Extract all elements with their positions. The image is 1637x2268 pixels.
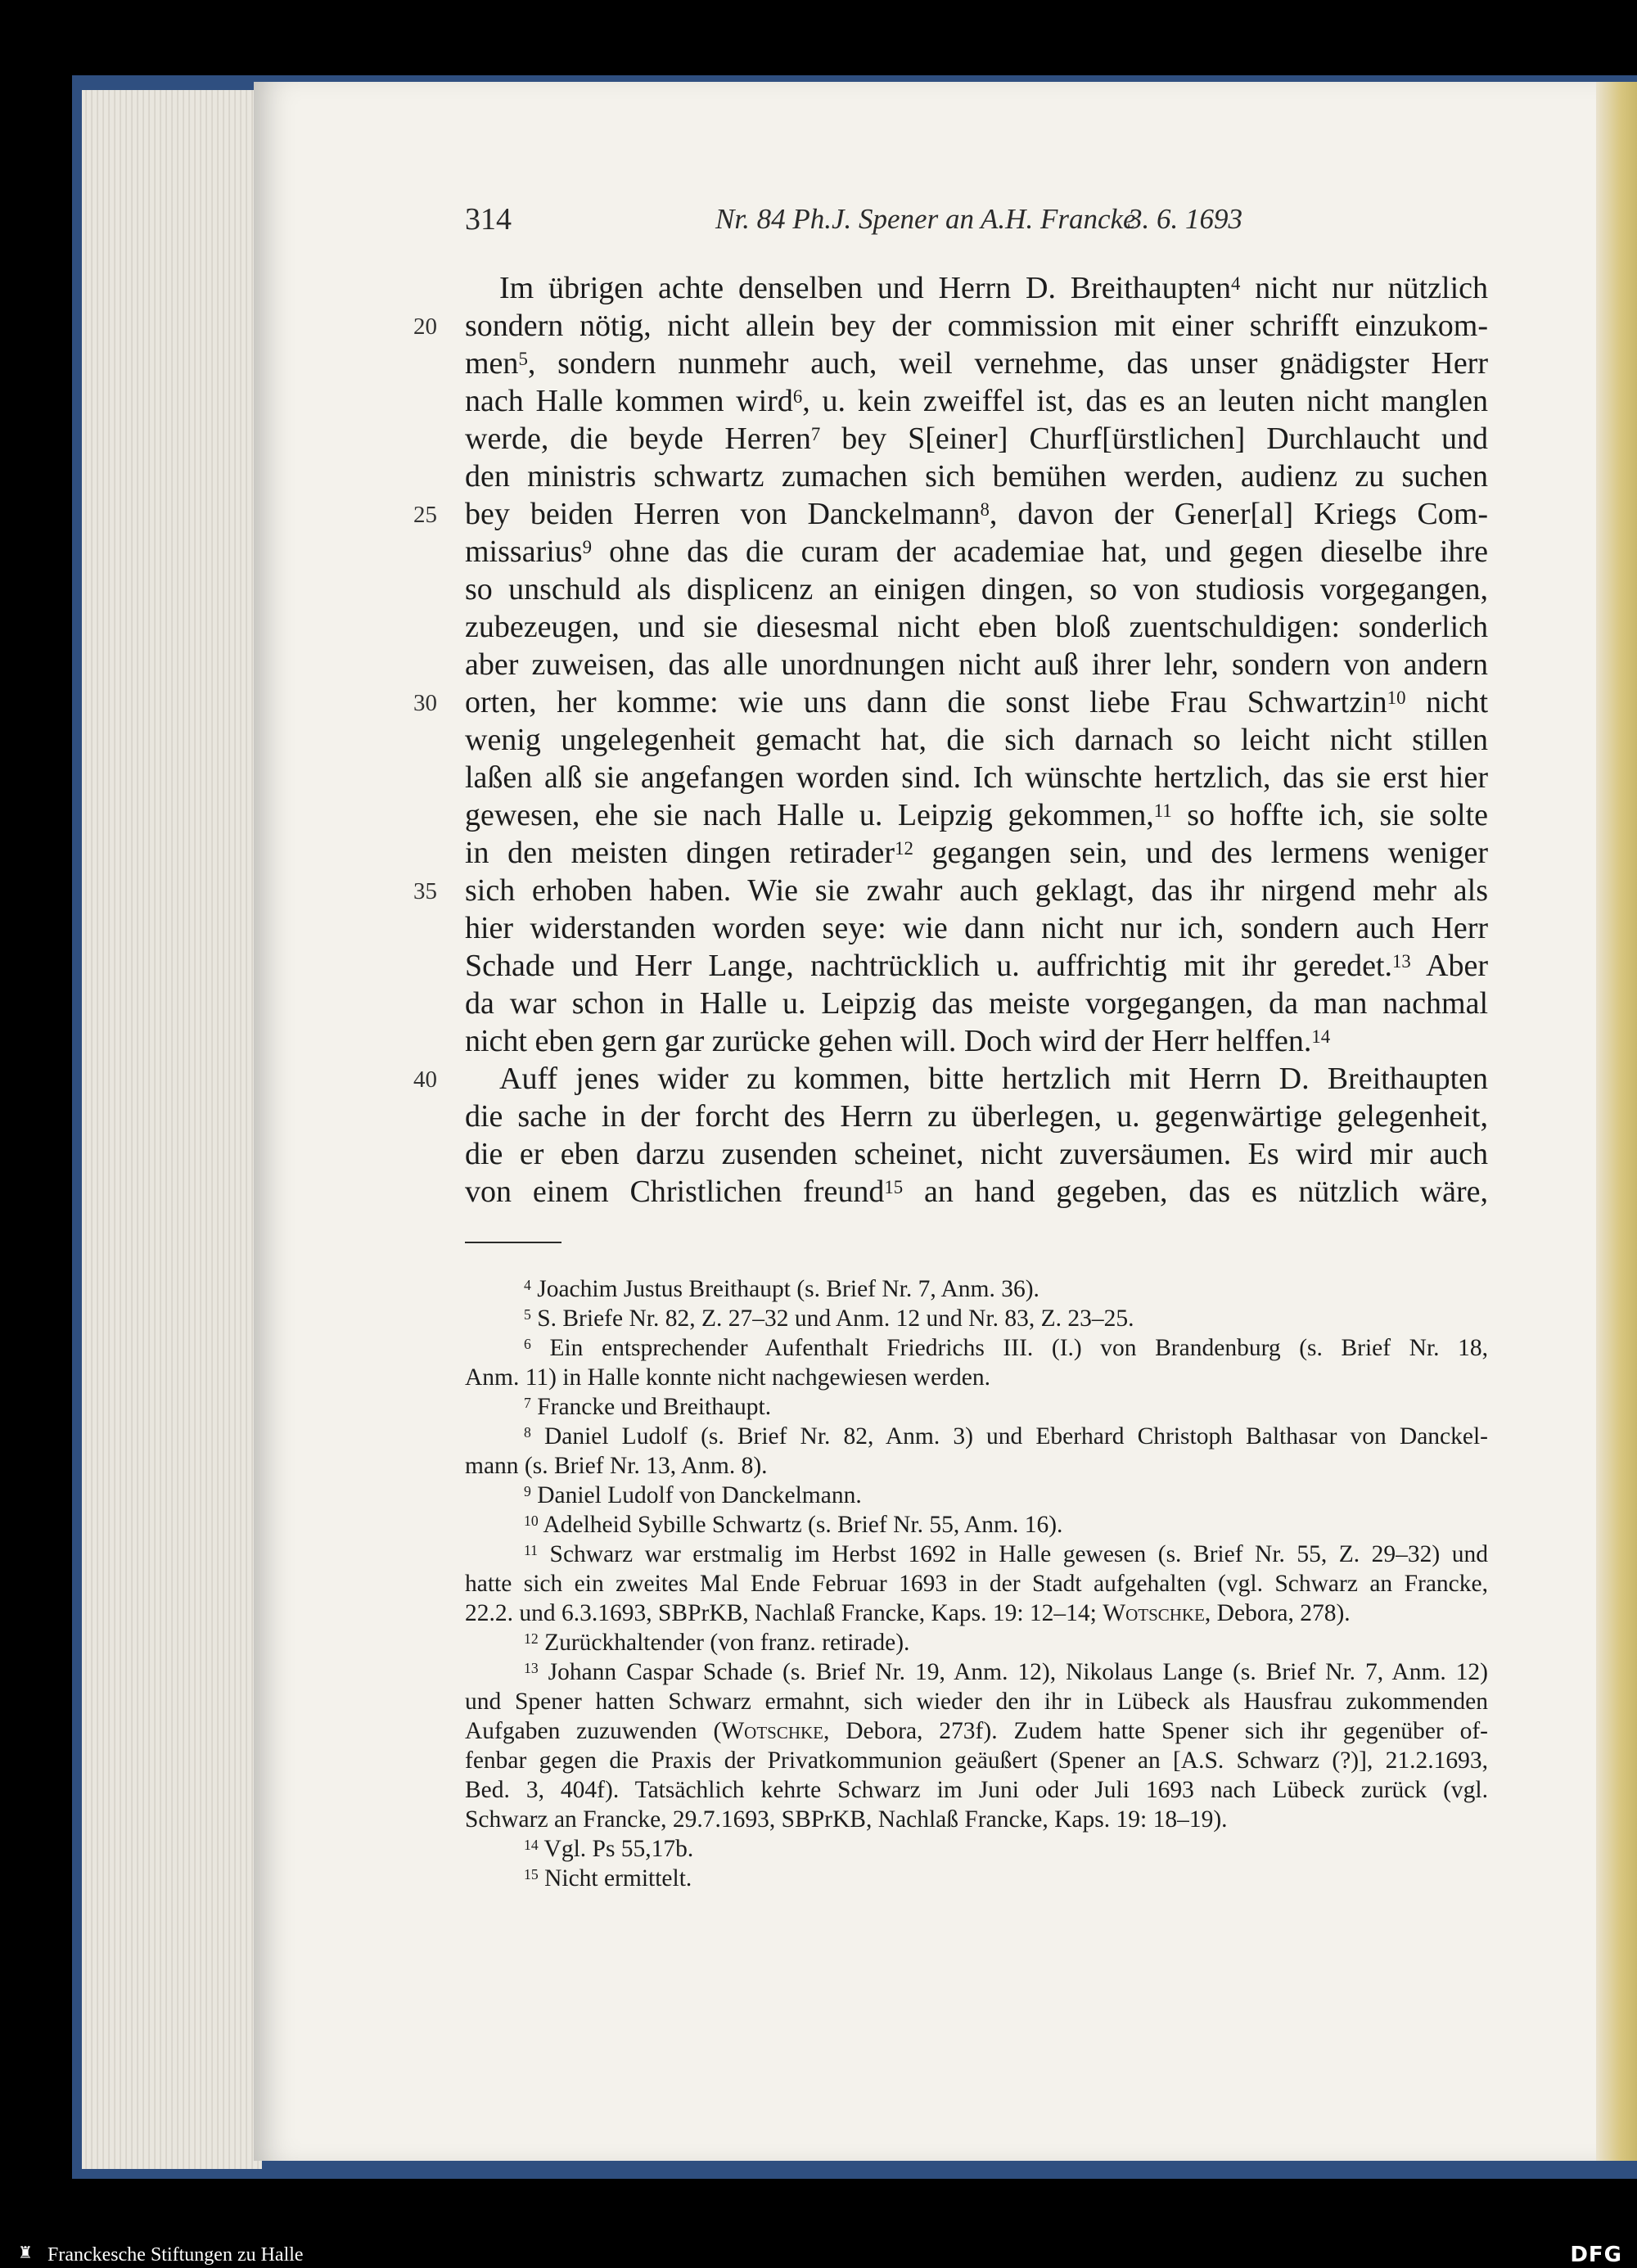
letter-date: 3. 6. 1693: [1128, 203, 1242, 235]
dfg-logo: DFG: [1570, 2243, 1622, 2267]
text-line: missarius$^9$ ohne das die curam der academiae hat, und gegen dieselbe ihre: [465, 534, 1488, 569]
line-number: 20: [413, 313, 437, 340]
footnote: fenbar gegen die Praxis der Privatkommunion geäußert (Spener an [A.S. Schwarz (?)], 21.2.1693,: [465, 1747, 1488, 1774]
line-number: 25: [413, 502, 437, 528]
right-page-edge: [1596, 82, 1637, 2161]
footnote: 22.2. und 6.3.1693, SBPrKB, Nachlaß Francke, Kaps. 19: 12–14; Wotschke, Debora, 278).: [465, 1600, 1351, 1626]
footnote: $^{14}$ Vgl. Ps 55,17b.: [524, 1836, 694, 1862]
footnote: $^9$ Daniel Ludolf von Danckelmann.: [524, 1482, 862, 1508]
footnote: $^7$ Francke und Breithaupt.: [524, 1394, 772, 1420]
text-line: so unschuld als displicenz an einigen dingen, so von studiosis vorgegangen,: [465, 572, 1488, 606]
footnote: $^{12}$ Zurückhaltender (von franz. retirade).: [524, 1630, 910, 1656]
running-header: [465, 201, 1242, 242]
text-line: Auff jenes wider zu kommen, bitte hertzlich mit Herrn D. Breithaupten: [499, 1062, 1488, 1096]
footnote: Aufgaben zuzuwenden (Wotschke, Debora, 273f). Zudem hatte Spener sich ihr gegenüber of-: [465, 1718, 1488, 1744]
text-line: den ministris schwartz zumachen sich bemühen werden, audienz zu suchen: [465, 459, 1488, 494]
text-line: men$^5$, sondern nunmehr auch, weil vernehme, das unser gnädigster Herr: [465, 346, 1488, 381]
text-line: von einem Christlichen freund$^{15}$ an hand gegeben, das es nützlich wäre,: [465, 1175, 1488, 1209]
text-line: nach Halle kommen wird$^6$, u. kein zweiffel ist, das es an leuten nicht manglen: [465, 384, 1488, 418]
footnote: mann (s. Brief Nr. 13, Anm. 8).: [465, 1453, 768, 1479]
text-line: laßen alß sie angefangen worden sind. Ich wünschte hertzlich, das sie erst hier: [465, 760, 1488, 795]
text-line: Schade und Herr Lange, nachtrücklich u. auffrichtig mit ihr geredet.$^{13}$ Aber: [465, 949, 1488, 983]
text-line: die sache in der forcht des Herrn zu überlegen, u. gegenwärtige gelegenheit,: [465, 1099, 1488, 1134]
text-line: sondern nötig, nicht allein bey der commission mit einer schrifft einzukom-: [465, 309, 1488, 343]
text-line: da war schon in Halle u. Leipzig das meiste vorgegangen, da man nachmal: [465, 986, 1488, 1021]
institution-logo-icon: ♜: [18, 2244, 33, 2262]
footnote: $^{15}$ Nicht ermittelt.: [524, 1865, 692, 1892]
footnote: Anm. 11) in Halle konnte nicht nachgewiesen werden.: [465, 1364, 990, 1391]
line-number: 30: [413, 690, 437, 716]
institution-name: Franckesche Stiftungen zu Halle: [47, 2244, 304, 2266]
text-line: aber zuweisen, das alle unordnungen nicht auß ihrer lehr, sondern von andern: [465, 647, 1488, 682]
text-line: die er eben darzu zusenden scheinet, nicht zuversäumen. Es wird mir auch: [465, 1137, 1488, 1171]
footnote: $^{13}$ Johann Caspar Schade (s. Brief Nr. 19, Anm. 12), Nikolaus Lange (s. Brief Nr. 7, Anm. 12): [524, 1659, 1488, 1685]
footnote: hatte sich ein zweites Mal Ende Februar 1693 in der Stadt aufgehalten (vgl. Schwarz an Francke,: [465, 1571, 1488, 1597]
text-line: in den meisten dingen retirader$^{12}$ gegangen sein, und des lermens weniger: [465, 836, 1488, 870]
text-line: wenig ungelegenheit gemacht hat, die sich darnach so leicht nicht stillen: [465, 723, 1488, 757]
text-line: sich erhoben haben. Wie sie zwahr auch geklagt, das ihr nirgend mehr als: [465, 873, 1488, 908]
text-line: Im übrigen achte denselben und Herrn D. Breithaupten$^4$ nicht nur nützlich: [499, 271, 1488, 305]
text-line: gewesen, ehe sie nach Halle u. Leipzig gekommen,$^{11}$ so hoffte ich, sie solte: [465, 798, 1488, 832]
text-line: orten, her komme: wie uns dann die sonst liebe Frau Schwartzin$^{10}$ nicht: [465, 685, 1488, 719]
footnote: $^5$ S. Briefe Nr. 82, Z. 27–32 und Anm. 12 und Nr. 83, Z. 23–25.: [524, 1305, 1134, 1332]
text-line: werde, die beyde Herren$^7$ bey S[einer] Churf[ürstlichen] Durchlaucht und: [465, 422, 1488, 456]
line-number: 35: [413, 878, 437, 904]
line-number: 40: [413, 1066, 437, 1093]
footnote: $^8$ Daniel Ludolf (s. Brief Nr. 82, Anm. 3) und Eberhard Christoph Balthasar von Danckel-: [524, 1423, 1488, 1450]
footnote: und Spener hatten Schwarz ermahnt, sich wieder den ihr in Lübeck als Hausfrau zukommenden: [465, 1689, 1488, 1715]
text-line: bey beiden Herren von Danckelmann$^8$, davon der Gener[al] Kriegs Com-: [465, 497, 1488, 531]
text-line: hier widerstanden worden seye: wie dann nicht nur ich, sondern auch Herr: [465, 911, 1488, 945]
footnote-rule: [465, 1242, 561, 1243]
text-line: zubezeugen, und sie diesesmal nicht eben bloß zuentschuldigen: sonderlich: [465, 610, 1488, 644]
running-title: Nr. 84 Ph.J. Spener an A.H. Francke: [715, 203, 1136, 235]
page-edges: [82, 90, 262, 2169]
footnote: $^6$ Ein entsprechender Aufenthalt Friedrichs III. (I.) von Brandenburg (s. Brief Nr. 18,: [524, 1335, 1489, 1361]
footnote: $^{10}$ Adelheid Sybille Schwartz (s. Brief Nr. 55, Anm. 16).: [524, 1512, 1063, 1538]
footnote: $^{11}$ Schwarz war erstmalig im Herbst 1692 in Halle gewesen (s. Brief Nr. 55, Z. 29–32) und: [524, 1541, 1488, 1567]
footnote: Schwarz an Francke, 29.7.1693, SBPrKB, Nachlaß Francke, Kaps. 19: 18–19).: [465, 1806, 1228, 1833]
footnote: $^4$ Joachim Justus Breithaupt (s. Brief Nr. 7, Anm. 36).: [524, 1276, 1039, 1302]
text-line: nicht eben gern gar zurücke gehen will. Doch wird der Herr helffen.$^{14}$: [465, 1024, 1331, 1058]
page-number: 314: [465, 202, 512, 237]
footnote: Bed. 3, 404f). Tatsächlich kehrte Schwarz im Juni oder Juli 1693 nach Lübeck zurück (vgl.: [465, 1777, 1488, 1803]
